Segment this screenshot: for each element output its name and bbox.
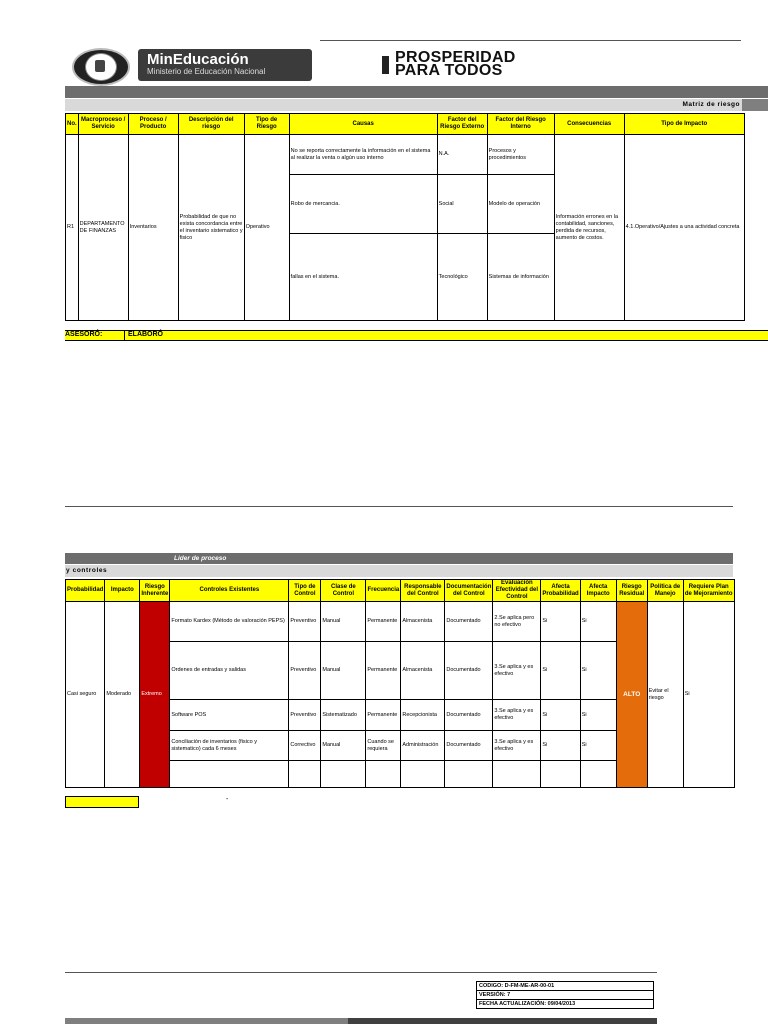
- ctl-politica: Evitar el riesgo: [647, 602, 683, 788]
- ctl-header-afecta-imp: Afecta Impacto: [580, 580, 616, 602]
- risk-externo-3: Tecnológico: [437, 234, 487, 321]
- ctl-riesgo-residual: ALTO: [616, 602, 647, 788]
- ctl-header-inherente: Riesgo Inherente: [140, 580, 170, 602]
- ctl-tipo: Preventivo: [289, 602, 321, 642]
- control-row: [66, 602, 735, 642]
- ctl-responsable: Almacenista: [401, 602, 445, 642]
- risk-tipo-impacto: 4.1.Operativo/Ajustes a una actividad concreta: [624, 135, 744, 321]
- risk-interno-2: Modelo de operación: [487, 175, 554, 234]
- ctl-header-clase: Clase de Control: [321, 580, 366, 602]
- risk-header-causas: Causas: [289, 114, 437, 135]
- stray-mark: -: [226, 796, 229, 803]
- ctl-riesgo-inherente: Extremo: [140, 602, 170, 788]
- ctl-afecta-prob: [541, 761, 580, 788]
- ctl-header-documentacion: Documentación del Control: [445, 580, 493, 602]
- risk-externo-1: N.A.: [437, 135, 487, 175]
- ctl-afecta-imp: Si: [580, 602, 616, 642]
- controls-table-wrapper: [65, 579, 735, 788]
- ctl-tipo: [289, 761, 321, 788]
- ctl-clase: Manual: [321, 642, 366, 700]
- ctl-documentacion: Documentado: [445, 642, 493, 700]
- ctl-afecta-imp: [580, 761, 616, 788]
- slogan-logo: [395, 51, 516, 77]
- matrix-title-band-edge: [742, 99, 768, 111]
- risk-header-impacto: Tipo de Impacto: [624, 114, 744, 135]
- ctl-control: Conciliación de inventarios (fisico y sistematico) cada 6 meses: [170, 731, 289, 761]
- ctl-header-afecta-prob: Afecta Probabilidad: [541, 580, 580, 602]
- controls-table: [65, 579, 735, 788]
- ctl-header-probabilidad: Probabilidad: [66, 580, 105, 602]
- top-gray-band: [65, 86, 768, 98]
- ctl-documentacion: Documentado: [445, 602, 493, 642]
- risk-externo-2: Social: [437, 175, 487, 234]
- footer-version: VERSIÓN: 7: [477, 991, 654, 1000]
- risk-row: [66, 135, 745, 175]
- ctl-header-frecuencia: Frecuencia: [366, 580, 401, 602]
- ctl-header-residual: Riesgo Residual: [616, 580, 647, 602]
- ctl-clase: Sistematizado: [321, 700, 366, 731]
- ctl-responsable: [401, 761, 445, 788]
- ctl-header-tipo: Tipo de Control: [289, 580, 321, 602]
- risk-macroproceso: DEPARTAMENTO DE FINANZAS: [78, 135, 128, 321]
- ctl-control: Ordenes de entradas y salidas: [170, 642, 289, 700]
- ctl-header-plan: Requiere Plan de Mejoramiento: [683, 580, 734, 602]
- ctl-clase: Manual: [321, 602, 366, 642]
- footer-code-box: [476, 981, 654, 1009]
- ctl-tipo: Correctivo: [289, 731, 321, 761]
- risk-descripcion: Probabilidad de que no exista concordancia entre el inventario sistematico y fisico: [178, 135, 244, 321]
- ctl-afecta-imp: Si: [580, 642, 616, 700]
- risk-no: R1: [66, 135, 79, 321]
- ctl-afecta-imp: Si: [580, 731, 616, 761]
- ctl-header-evaluacion: Evaluación Efectividad del Control: [493, 580, 541, 602]
- controls-caption-band: [65, 565, 733, 577]
- ministry-subtitle: Ministerio de Educación Nacional: [147, 67, 266, 76]
- ctl-evaluacion: 2.Se aplica pero no efectivo: [493, 602, 541, 642]
- header-top-rule: [320, 40, 741, 41]
- risk-causa-2: Robo de mercancia.: [289, 175, 437, 234]
- ctl-control: [170, 761, 289, 788]
- risk-causa-1: No se reporta correctamente la información en el sistema al realizar la venta o algún uso interno: [289, 135, 437, 175]
- signature-row: [65, 330, 768, 341]
- elaboro-label: ELABORÓ: [128, 331, 163, 338]
- ctl-requiere-plan: Si: [683, 602, 734, 788]
- ctl-tipo: Preventivo: [289, 700, 321, 731]
- risk-header-no: No.: [66, 114, 79, 135]
- ctl-clase: Manual: [321, 731, 366, 761]
- ctl-frecuencia: Cuando se requiera: [366, 731, 401, 761]
- ctl-documentacion: [445, 761, 493, 788]
- ctl-responsable: Recepcionista: [401, 700, 445, 731]
- bottom-band-right: [348, 1018, 657, 1024]
- ctl-clase: [321, 761, 366, 788]
- lider-band: [65, 553, 733, 564]
- slogan-line-2: PARA TODOS: [395, 62, 503, 79]
- risk-interno-1: Procesos y procedimientos: [487, 135, 554, 175]
- ctl-probabilidad: Casi seguro: [66, 602, 105, 788]
- yellow-note-box: [65, 796, 139, 808]
- lider-label: Lider de proceso: [174, 555, 227, 562]
- ctl-tipo: Preventivo: [289, 642, 321, 700]
- ministry-title: MinEducación: [147, 51, 249, 68]
- coat-of-arms-logo: [72, 48, 130, 86]
- ctl-frecuencia: Permanente: [366, 700, 401, 731]
- risk-tipo: Operativo: [244, 135, 289, 321]
- ctl-control: Software POS: [170, 700, 289, 731]
- risk-header-consecuencias: Consecuencias: [554, 114, 624, 135]
- ctl-responsable: Administración: [401, 731, 445, 761]
- bottom-band-left: [65, 1018, 348, 1024]
- risk-header-interno: Factor del Riesgo Interno: [487, 114, 554, 135]
- risk-header-tipo: Tipo de Riesgo: [244, 114, 289, 135]
- ctl-documentacion: Documentado: [445, 731, 493, 761]
- ctl-frecuencia: [366, 761, 401, 788]
- ctl-afecta-prob: Si: [541, 700, 580, 731]
- ctl-afecta-prob: Si: [541, 642, 580, 700]
- ctl-header-responsable: Responsable del Control: [401, 580, 445, 602]
- ctl-afecta-prob: Si: [541, 731, 580, 761]
- risk-header-descripcion: Descripción del riesgo: [178, 114, 244, 135]
- ctl-evaluacion: [493, 761, 541, 788]
- page-divider: [65, 506, 733, 507]
- risk-header-macroproceso: Macroproceso / Servicio: [78, 114, 128, 135]
- risk-table: [65, 113, 745, 321]
- ctl-header-impacto: Impacto: [105, 580, 140, 602]
- ctl-control: Formato Kardex (Método de valoración PEPS): [170, 602, 289, 642]
- footer-rule: [65, 972, 657, 973]
- risk-interno-3: Sistemas de información: [487, 234, 554, 321]
- risk-table-wrapper: [65, 113, 745, 321]
- risk-causa-3: fallas en el sistema.: [289, 234, 437, 321]
- matrix-title: Matriz de riesgo: [682, 101, 740, 108]
- risk-header-proceso: Proceso / Producto: [128, 114, 178, 135]
- ctl-impacto: Moderado: [105, 602, 140, 788]
- ctl-responsable: Almacenista: [401, 642, 445, 700]
- ctl-afecta-prob: Si: [541, 602, 580, 642]
- slogan-bar-icon: [382, 56, 389, 74]
- ctl-frecuencia: Permanente: [366, 602, 401, 642]
- footer-codigo: CODIGO: D-FM-ME-AR-00-01: [477, 982, 654, 991]
- ctl-frecuencia: Permanente: [366, 642, 401, 700]
- ctl-evaluacion: 3.Se aplica y es efectivo: [493, 731, 541, 761]
- slogan-line-1: PROSPERIDAD: [395, 49, 516, 66]
- ctl-afecta-imp: Si: [580, 700, 616, 731]
- risk-consecuencias: Información errones en la contabilidad, sanciones, perdida de recursos, aumento de costos.: [554, 135, 624, 321]
- ctl-header-politica: Política de Manejo: [647, 580, 683, 602]
- ctl-evaluacion: 3.Se aplica y es efectivo: [493, 700, 541, 731]
- risk-proceso: Inventarios: [128, 135, 178, 321]
- asesoro-label: ASESORÓ:: [65, 331, 103, 338]
- ctl-header-controles: Controles Existentes: [170, 580, 289, 602]
- controls-caption: y controles: [66, 567, 108, 574]
- ctl-documentacion: Documentado: [445, 700, 493, 731]
- signature-divider: [124, 330, 125, 341]
- footer-fecha: FECHA ACTUALIZACIÓN: 09/04/2013: [477, 1000, 654, 1009]
- risk-header-externo: Factor del Riesgo Externo: [437, 114, 487, 135]
- ctl-evaluacion: 3.Se aplica y es efectivo: [493, 642, 541, 700]
